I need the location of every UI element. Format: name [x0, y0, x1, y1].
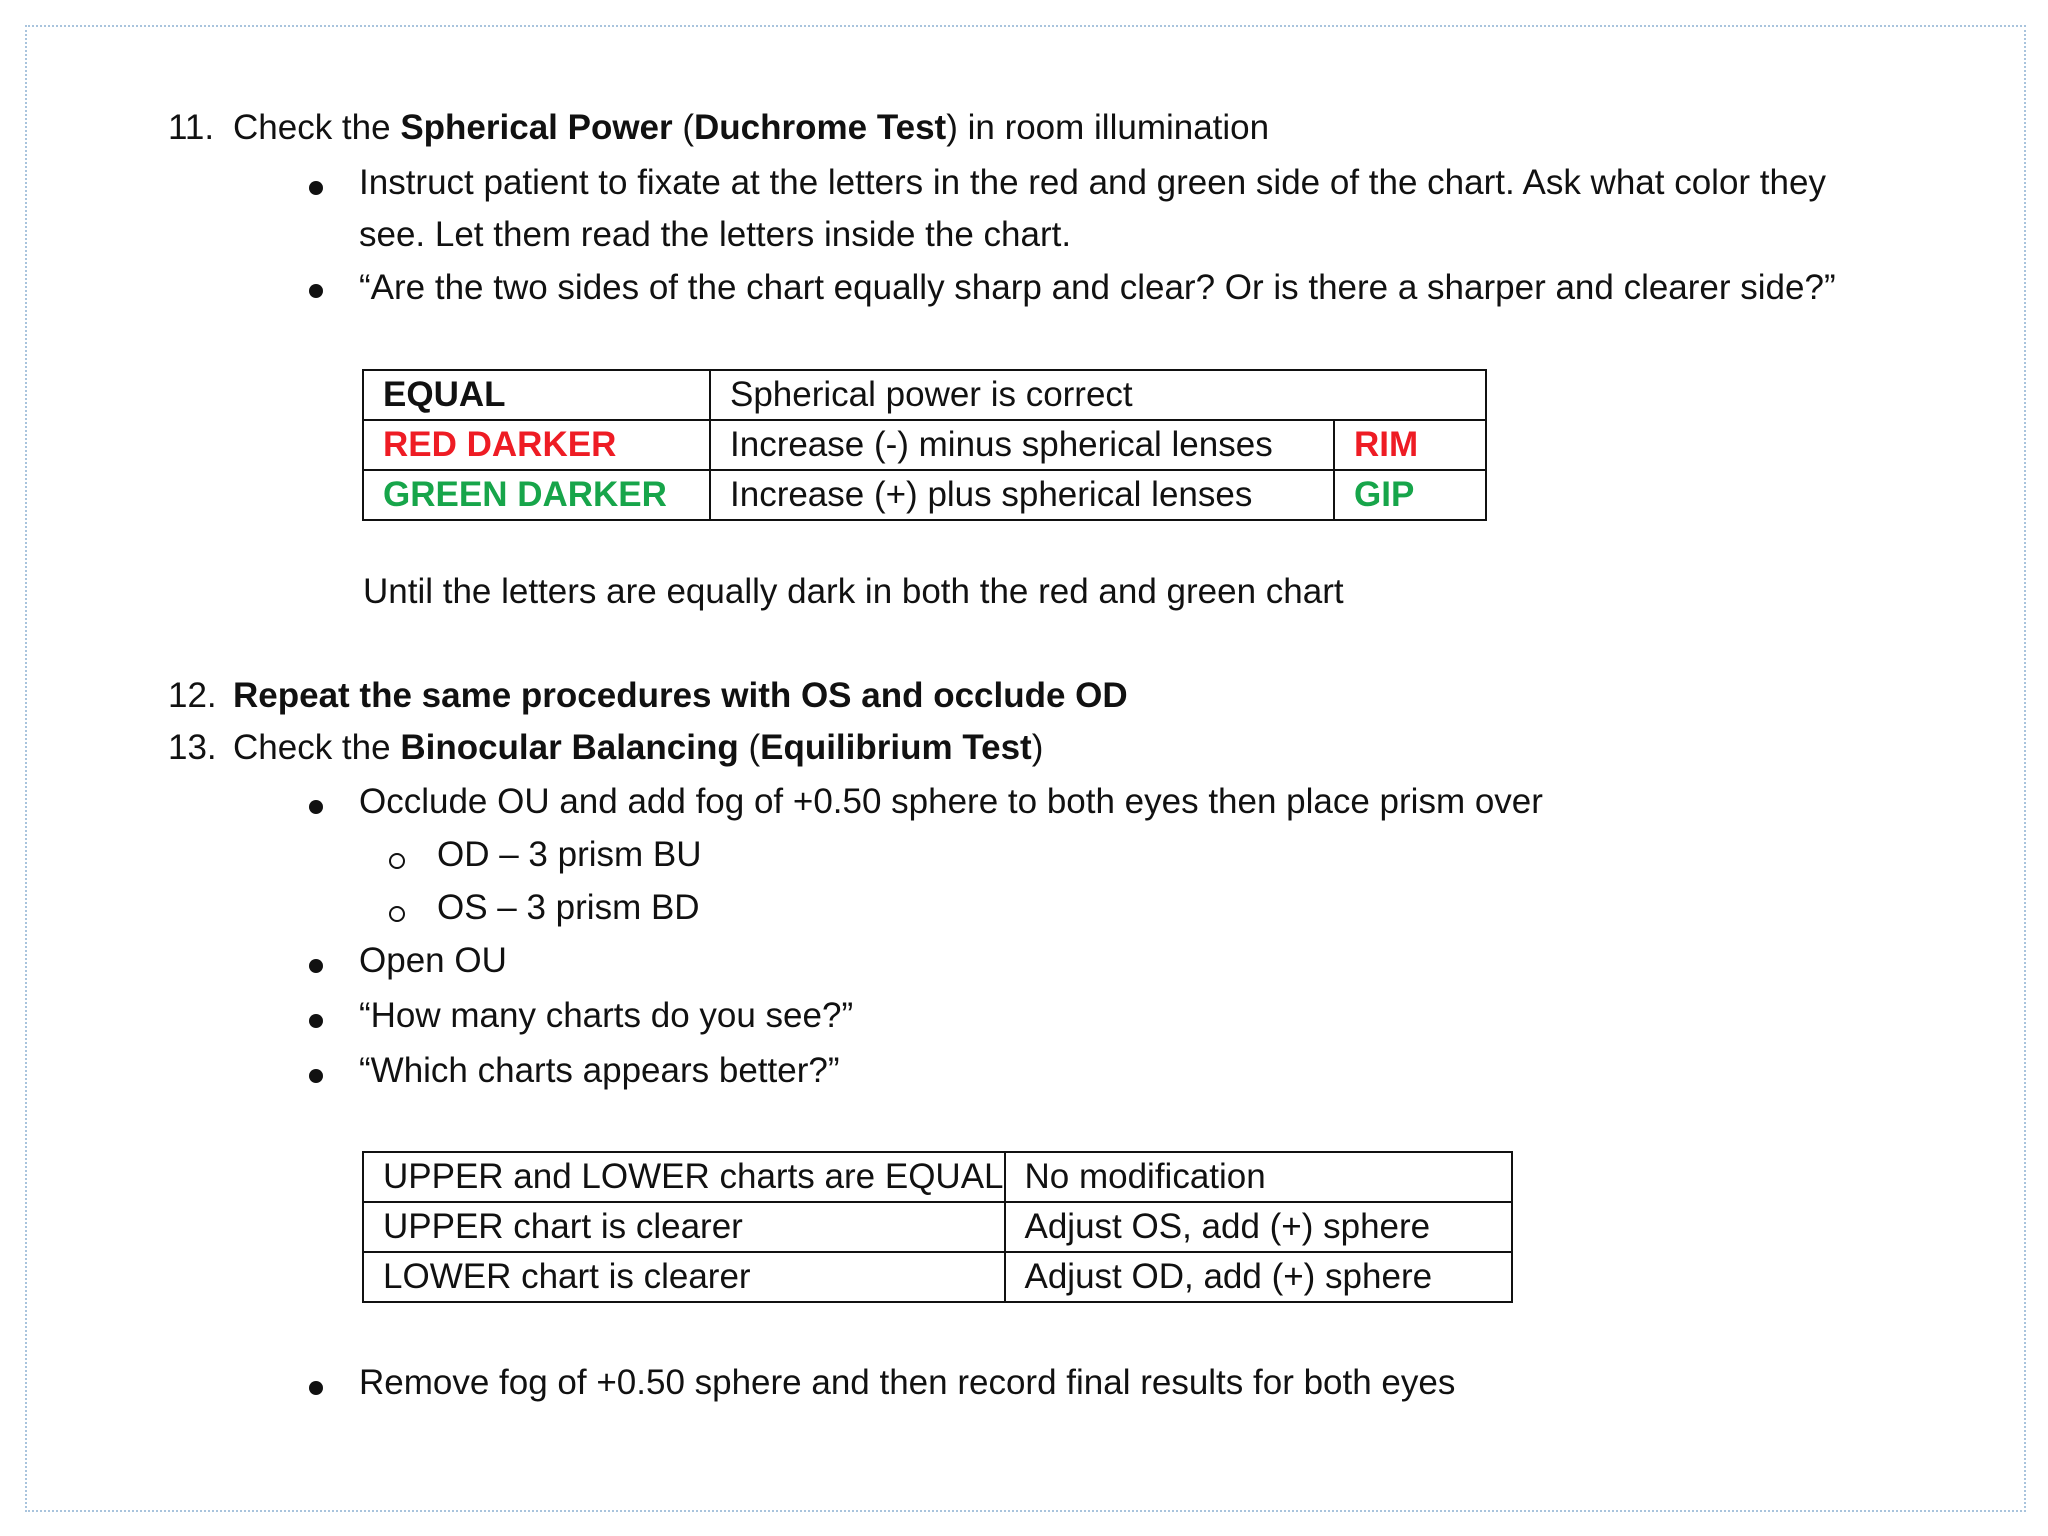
step-12-number: 12. — [168, 676, 217, 715]
bullet-icon — [309, 800, 323, 814]
circle-bullet-icon — [389, 853, 405, 869]
balancing-action: Adjust OS, add (+) sphere — [1005, 1202, 1513, 1252]
table-row — [363, 1152, 1512, 1202]
step-13-bold-title: Binocular Balancing — [400, 728, 739, 767]
bullet-icon — [309, 1014, 323, 1028]
step-13-test-name: Equilibrium Test — [760, 728, 1032, 767]
duochrome-label-green: GREEN DARKER — [363, 470, 710, 520]
bullet-icon — [309, 181, 323, 195]
duochrome-label-equal: EQUAL — [363, 370, 710, 420]
step-11-paren: ( — [672, 108, 695, 147]
balancing-action: No modification — [1005, 1152, 1513, 1202]
step-11-prefix: Check the — [233, 108, 401, 147]
step-13-suffix: ) — [1031, 728, 1044, 767]
step-11-bullet-1-line-1: Instruct patient to fixate at the letters in the red and green side of the chart. Ask what color they — [359, 163, 1826, 202]
table-row — [363, 1202, 1512, 1252]
duochrome-action: Increase (+) plus spherical lenses — [710, 470, 1334, 520]
step-13-paren: ( — [738, 728, 761, 767]
step-13-heading — [233, 722, 1043, 774]
bullet-icon — [309, 959, 323, 973]
bullet-icon — [309, 284, 323, 298]
balancing-condition: UPPER chart is clearer — [363, 1202, 1005, 1252]
step-13-bullet-which: “Which charts appears better?” — [359, 1051, 840, 1090]
step-13-number: 13. — [168, 728, 217, 767]
step-13-fog-bullet: Occlude OU and add fog of +0.50 sphere to both eyes then place prism over — [359, 782, 1543, 821]
step-11-bullet-2: “Are the two sides of the chart equally sharp and clear? Or is there a sharper and clearer side?” — [359, 268, 1836, 307]
duochrome-action: Spherical power is correct — [710, 370, 1486, 420]
step-11-heading — [233, 102, 1269, 154]
step-13-bullet-how-many: “How many charts do you see?” — [359, 996, 854, 1035]
duochrome-code-rim: RIM — [1334, 420, 1486, 470]
table-row — [363, 1252, 1512, 1302]
step-11-note: Until the letters are equally dark in both the red and green chart — [363, 572, 1344, 611]
step-13-final-bullet: Remove fog of +0.50 sphere and then record final results for both eyes — [359, 1363, 1456, 1402]
table-row — [363, 420, 1486, 470]
step-13-bullet-open: Open OU — [359, 941, 507, 980]
duochrome-action: Increase (-) minus spherical lenses — [710, 420, 1334, 470]
duochrome-code-gip: GIP — [1334, 470, 1486, 520]
table-row — [363, 370, 1486, 420]
balancing-table — [362, 1151, 1513, 1303]
step-11-number: 11. — [168, 108, 215, 147]
balancing-condition: UPPER and LOWER charts are EQUAL — [363, 1152, 1005, 1202]
step-11-bold-title: Spherical Power — [400, 108, 673, 147]
duochrome-table — [362, 369, 1487, 521]
bullet-icon — [309, 1381, 323, 1395]
bullet-icon — [309, 1069, 323, 1083]
step-13-prefix: Check the — [233, 728, 401, 767]
duochrome-label-red: RED DARKER — [363, 420, 710, 470]
prism-os: OS – 3 prism BD — [437, 888, 700, 927]
prism-od: OD – 3 prism BU — [437, 835, 702, 874]
circle-bullet-icon — [389, 906, 405, 922]
table-row — [363, 470, 1486, 520]
step-11-test-name: Duchrome Test — [694, 108, 947, 147]
balancing-condition: LOWER chart is clearer — [363, 1252, 1005, 1302]
step-12-text: Repeat the same procedures with OS and occlude OD — [233, 676, 1128, 715]
step-11-bullet-1-line-2: see. Let them read the letters inside the chart. — [359, 215, 1072, 254]
step-11-suffix: ) in room illumination — [946, 108, 1270, 147]
balancing-action: Adjust OD, add (+) sphere — [1005, 1252, 1513, 1302]
